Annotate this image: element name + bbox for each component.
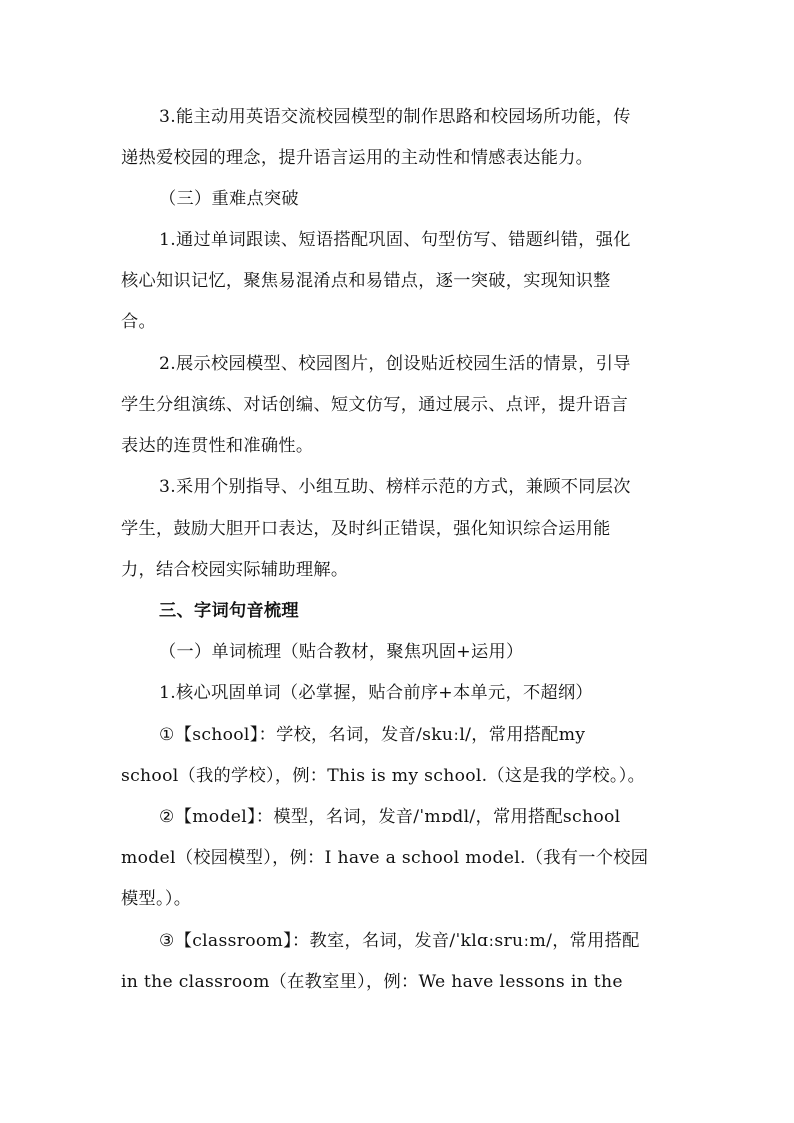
text-line: 合。 bbox=[121, 312, 156, 332]
text-line: 学生，鼓励大胆开口表达，及时纠正错误，强化知识综合运用能 bbox=[121, 519, 611, 539]
text-line: 核心知识记忆，聚焦易混淆点和易错点，逐一突破，实现知识整 bbox=[121, 271, 611, 291]
vocab-entry: ①【school】：学校，名词，发音/skuːl/，常用搭配my bbox=[159, 725, 586, 745]
text-line: 模型。）。 bbox=[121, 889, 192, 909]
vocab-entry: ②【model】：模型，名词，发音/ˈmɒdl/，常用搭配school bbox=[159, 807, 621, 827]
text-line: 1.通过单词跟读、短语搭配巩固、句型仿写、错题纠错，强化 bbox=[159, 230, 631, 250]
text-line: 学生分组演练、对话创编、短文仿写，通过展示、点评，提升语言 bbox=[121, 395, 629, 415]
text-line: 3.采用个别指导、小组互助、榜样示范的方式，兼顾不同层次 bbox=[159, 477, 631, 497]
text-line: 递热爱校园的理念，提升语言运用的主动性和情感表达能力。 bbox=[121, 148, 594, 168]
text-line: 力，结合校园实际辅助理解。 bbox=[121, 560, 349, 580]
text-line: 表达的连贯性和准确性。 bbox=[121, 436, 314, 456]
text-line: in the classroom（在教室里），例：We have lessons in the bbox=[121, 972, 623, 992]
text-line: model（校园模型），例：I have a school model.（我有一个校园 bbox=[121, 848, 649, 868]
text-line: school（我的学校），例：This is my school.（这是我的学校。）。 bbox=[121, 766, 646, 786]
text-line: 2.展示校园模型、校园图片，创设贴近校园生活的情景，引导 bbox=[159, 354, 631, 374]
section-heading: 三、字词句音梳理 bbox=[159, 601, 299, 621]
section-subheading: （一）单词梳理（贴合教材，聚焦巩固+运用） bbox=[159, 642, 524, 662]
text-line: 3.能主动用英语交流校园模型的制作思路和校园场所功能，传 bbox=[159, 107, 631, 127]
text-line: 1.核心巩固单词（必掌握，贴合前序+本单元，不超纲） bbox=[159, 683, 593, 703]
vocab-entry: ③【classroom】：教室，名词，发音/ˈklɑːsruːm/，常用搭配 bbox=[159, 931, 640, 951]
section-subheading: （三）重难点突破 bbox=[159, 189, 299, 209]
